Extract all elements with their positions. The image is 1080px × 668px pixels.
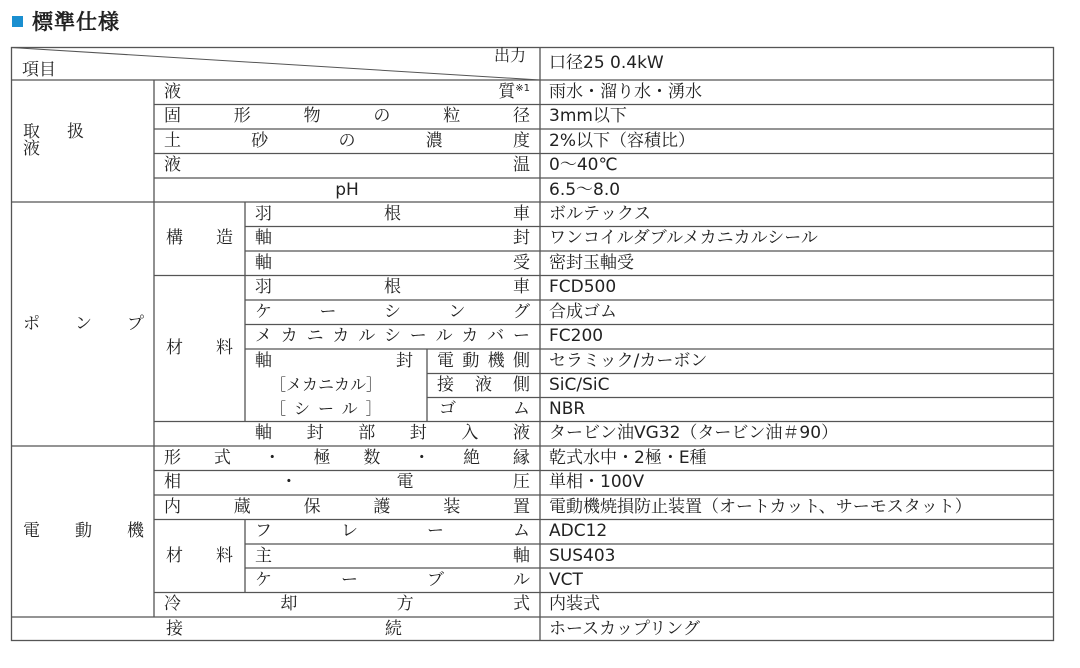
- row-main-shaft: 主 軸: [255, 545, 530, 566]
- section-title-text: 標準仕様: [32, 10, 120, 34]
- value-rubber: NBR: [549, 399, 586, 419]
- seal-label: 軸 封: [255, 350, 413, 371]
- value-wet-side: SiC/SiC: [549, 375, 610, 395]
- value-shaft-seal: ワンコイルダブルメカニカルシール: [549, 228, 818, 249]
- output-value: 口径25 0.4kW: [549, 53, 664, 73]
- row-liquid-temp: 液 温: [164, 155, 530, 176]
- pump-material-label: 材 料: [166, 338, 233, 358]
- section-title: [12, 7, 120, 35]
- value-motor-type: 乾式水中・2極・E種: [549, 447, 707, 468]
- item-label: 項目: [22, 60, 56, 80]
- group-motor: 電 動 機: [23, 521, 144, 541]
- group-liquid: [11, 80, 154, 202]
- value-impeller: ボルテックス: [549, 203, 651, 224]
- value-liquid-temp: 0〜40℃: [549, 155, 618, 176]
- row-sand-concentration: 土 砂 の 濃 度: [164, 130, 530, 151]
- row-impeller: 羽 根 車: [255, 203, 530, 224]
- value-main-shaft: SUS403: [549, 545, 616, 566]
- value-cooling: 内装式: [549, 594, 600, 615]
- value-material-impeller: FCD500: [549, 277, 617, 298]
- value-cable: VCT: [549, 569, 583, 590]
- square-bullet-icon: [12, 16, 23, 27]
- row-motor-type: 形 式 ・ 極 数 ・ 絶 縁: [164, 447, 530, 468]
- value-motor-side: セラミック/カーボン: [549, 350, 708, 371]
- row-cable: ケ ー ブ ル: [255, 569, 530, 590]
- row-ph: pH: [335, 179, 359, 200]
- row-seal-cover: メ カ ニ カ ル シ ー ル カ バ ー: [255, 326, 530, 347]
- row-phase-voltage: 相 ・ 電 圧: [164, 472, 530, 493]
- value-seal-oil: タービン油VG32（タービン油＃90）: [549, 423, 839, 444]
- row-particle-size: 固 形 物 の 粒 径: [164, 106, 530, 127]
- seal-subtype-line1: ［メカニカル］: [270, 375, 383, 394]
- motor-material-label: 材 料: [166, 545, 233, 566]
- value-protection: 電動機焼損防止装置（オートカット、サーモスタット）: [549, 496, 972, 517]
- row-rubber: ゴ ム: [439, 399, 530, 419]
- value-sand-concentration: 2%以下（容積比）: [549, 130, 695, 151]
- value-liquid-quality: 雨水・溜り水・湧水: [549, 81, 702, 102]
- row-motor-side: 電 動 機 側: [437, 350, 530, 371]
- pump-structure-label: 構 造: [166, 228, 233, 249]
- row-wet-side: 接 液 側: [437, 375, 530, 395]
- row-bearing: 軸 受: [255, 252, 530, 273]
- seal-subtype-line2: ［シール］: [270, 399, 390, 418]
- value-connection: ホースカップリング: [549, 618, 700, 639]
- value-particle-size: 3mm以下: [549, 106, 627, 127]
- output-label: 出力: [493, 45, 526, 65]
- row-casing: ケ ー シ ン グ: [255, 301, 530, 322]
- value-frame: ADC12: [549, 521, 608, 542]
- row-protection: 内 蔵 保 護 装 置: [164, 496, 530, 517]
- value-casing: 合成ゴム: [549, 301, 617, 322]
- value-seal-cover: FC200: [549, 326, 604, 347]
- row-seal-oil: 軸 封 部 封 入 液: [255, 423, 530, 444]
- group-liquid-label: 取扱液: [23, 122, 111, 159]
- row-connection: 接 続: [166, 618, 402, 639]
- row-shaft-seal: 軸 封: [255, 228, 530, 249]
- seal-subtype: [270, 373, 420, 421]
- value-ph: 6.5〜8.0: [549, 179, 621, 200]
- row-cooling: 冷 却 方 式: [164, 594, 530, 615]
- value-bearing: 密封玉軸受: [549, 252, 634, 273]
- group-pump: ポ ン プ: [23, 313, 144, 334]
- row-frame: フ レ ー ム: [255, 521, 530, 542]
- footnote-mark: ※1: [515, 82, 530, 94]
- value-phase-voltage: 単相・100V: [549, 472, 645, 493]
- row-liquid-quality: 液 質$^{※1}$: [164, 81, 530, 102]
- row-material-impeller: 羽 根 車: [255, 277, 530, 298]
